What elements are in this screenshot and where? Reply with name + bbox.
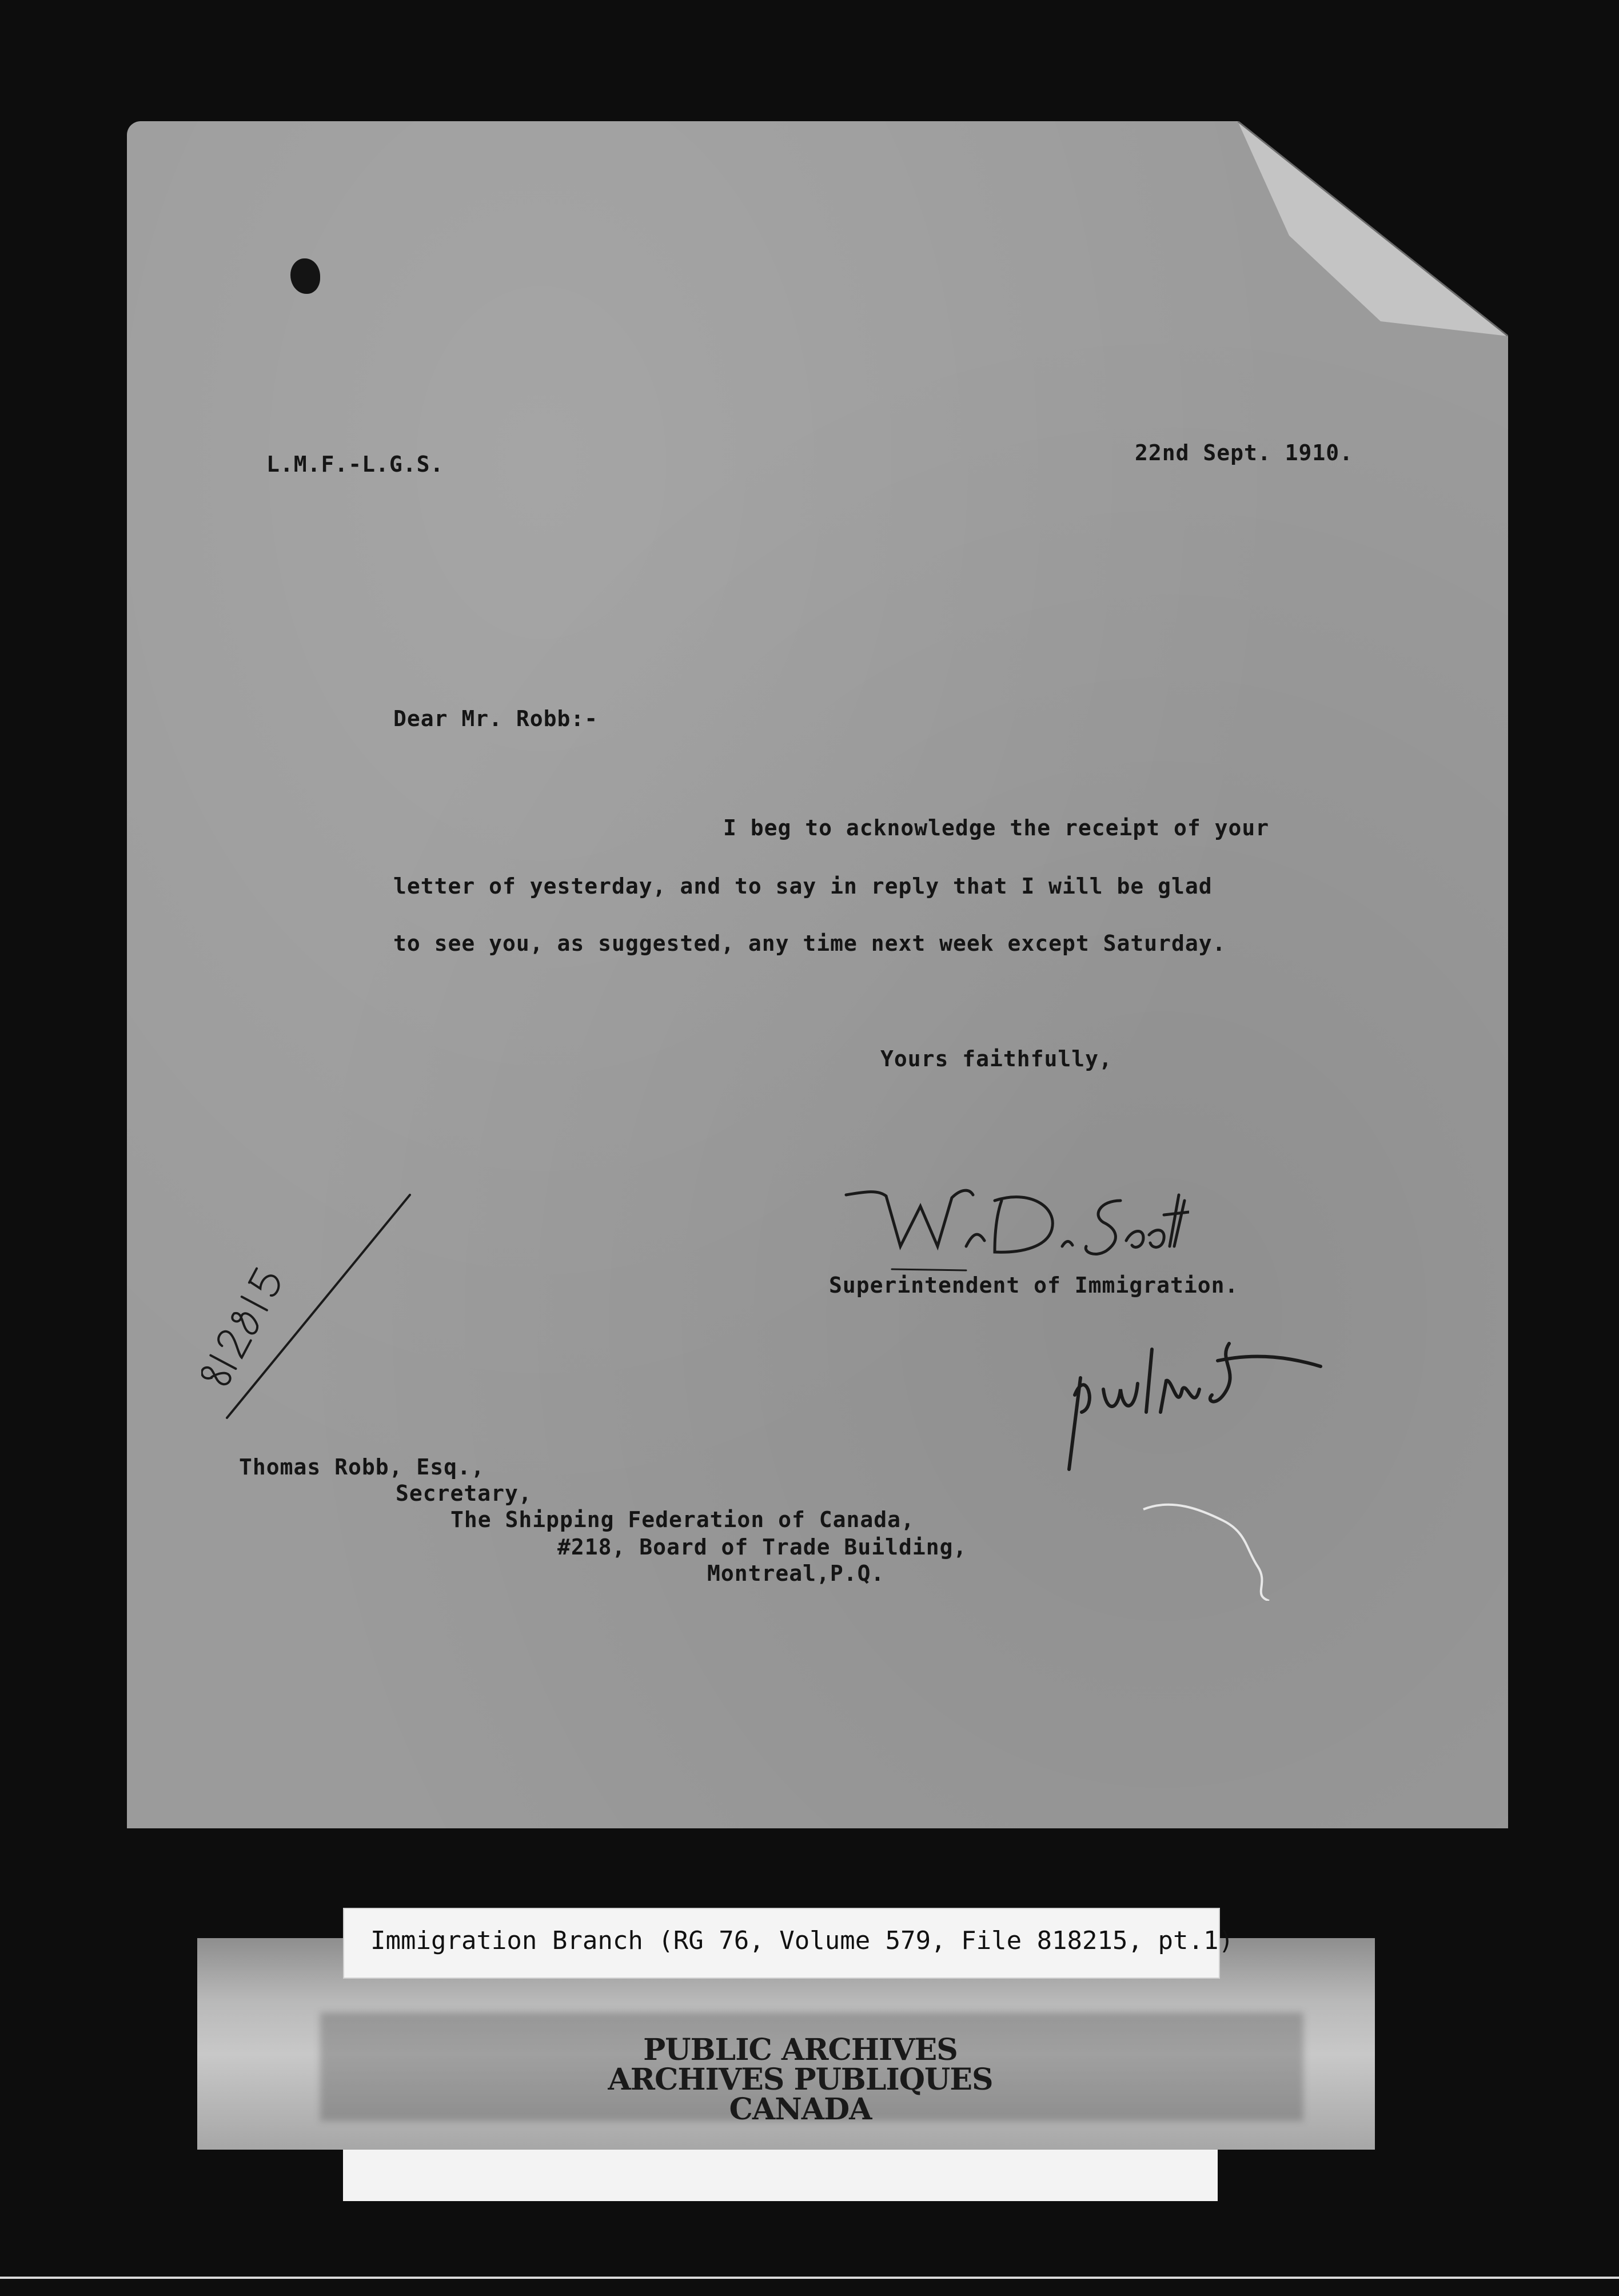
body-line: I beg to acknowledge the receipt of your	[723, 815, 1270, 840]
stamp-line: ARCHIVES PUBLIQUES	[608, 2062, 993, 2097]
bottom-rule	[0, 2277, 1619, 2279]
handwritten-file-number	[201, 1189, 424, 1429]
address-line: The Shipping Federation of Canada,	[450, 1507, 915, 1532]
address-line: Thomas Robb, Esq.,	[239, 1454, 485, 1480]
body-line: letter of yesterday, and to say in reply that I will be glad	[393, 874, 1213, 899]
address-line: Secretary,	[396, 1481, 532, 1506]
citation-label	[343, 1908, 1234, 1979]
handwritten-initials	[1052, 1326, 1349, 1475]
salutation: Dear Mr. Robb:-	[393, 706, 599, 731]
stamp-line: CANADA	[729, 2092, 872, 2127]
reference-initials: L.M.F.-L.G.S.	[266, 452, 444, 477]
letter-date: 22nd Sept. 1910.	[1135, 440, 1354, 465]
punch-hole	[290, 258, 320, 294]
folded-corner	[1238, 121, 1508, 336]
signer-title: Superintendent of Immigration.	[829, 1273, 1239, 1298]
stamp-line: PUBLIC ARCHIVES	[643, 2032, 958, 2067]
paper-crease	[1138, 1486, 1286, 1601]
citation-text: Immigration Branch (RG 76, Volume 579, File 818215, pt.1)	[370, 1926, 1234, 1955]
signature	[823, 1161, 1189, 1286]
closing: Yours faithfully,	[880, 1046, 1112, 1071]
body-line: to see you, as suggested, any time next week except Saturday.	[393, 931, 1226, 956]
address-line: #218, Board of Trade Building,	[557, 1534, 967, 1560]
lower-label	[343, 2150, 1218, 2201]
archives-stamp	[572, 2032, 1029, 2150]
address-line: Montreal,P.Q.	[707, 1561, 885, 1586]
